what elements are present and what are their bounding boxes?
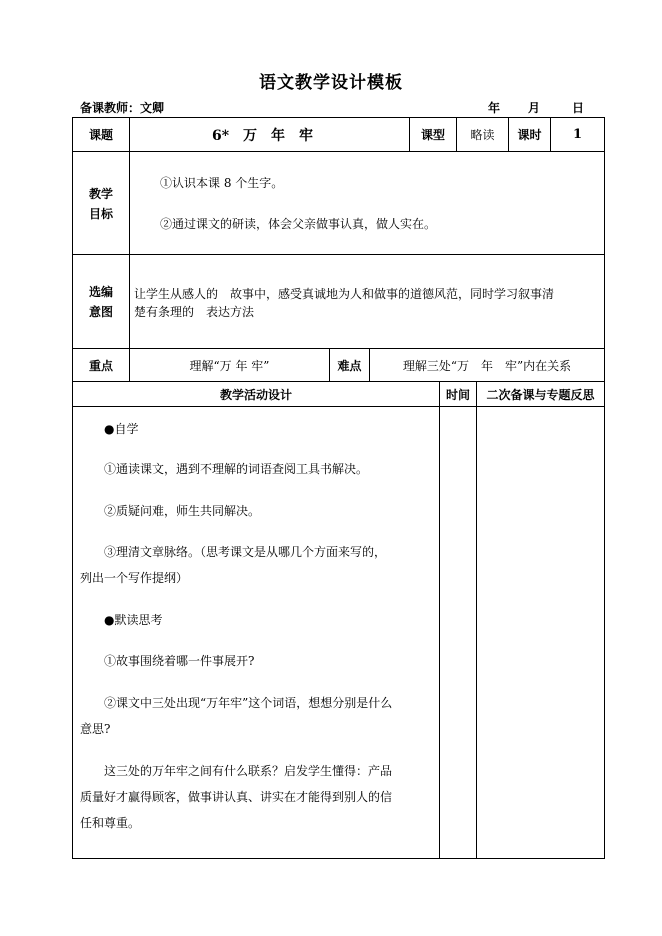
activity-line: ①故事围绕着哪一件事展开? <box>104 654 255 668</box>
activity-line: ②质疑问难，师生共同解决。 <box>104 504 261 518</box>
activity-line: 质量好才赢得顾客，做事讲认真、讲实在才能得到别人的信 <box>80 790 393 804</box>
intent-label <box>73 282 129 322</box>
date-day: 日 <box>572 101 585 115</box>
date-month: 月 <box>528 101 541 115</box>
course-title: 6* 万 年 牢 <box>212 127 314 144</box>
grid-line <box>72 254 605 255</box>
intent-label-line: 选编 <box>88 285 113 299</box>
activity-line: 意思? <box>80 722 111 736</box>
course-label: 课题 <box>88 128 113 142</box>
activity-line: ●默读思考 <box>104 613 163 627</box>
grid-line <box>476 381 477 859</box>
activity-line: ②课文中三处出现“万年牢”这个词语，想想分别是什么 <box>104 696 393 710</box>
grid-line <box>72 151 605 152</box>
activity-line: 这三处的万年牢之间有什么联系？启发学生懂得：产品 <box>104 764 393 778</box>
lesson-type-value: 略读 <box>470 128 495 142</box>
grid-line <box>604 117 605 859</box>
activity-design-header: 教学活动设计 <box>219 387 292 402</box>
class-hours-label: 课时 <box>517 128 542 142</box>
intent-label-line: 意图 <box>88 305 113 319</box>
goals-label-line: 目标 <box>88 207 113 221</box>
intent-text-line: 让学生从感人的 故事中，感受真诚地为人和做事的道德风范，同时学习叙事清 <box>134 287 555 301</box>
intent-text-line: 楚有条理的 表达方法 <box>134 305 255 319</box>
grid-line <box>72 406 605 407</box>
key-point-label: 重点 <box>88 358 113 373</box>
difficulty-value: 理解三处“万 年 牢”内在关系 <box>402 358 572 373</box>
class-hours-value: 1 <box>572 127 583 142</box>
activity-line: ●自学 <box>104 422 139 436</box>
activity-line: 列出一个写作提纲） <box>80 571 189 585</box>
grid-line <box>72 117 73 859</box>
activity-line: 任和尊重。 <box>80 816 141 830</box>
goal-item: ②通过课文的研读，体会父亲做事认真，做人实在。 <box>160 217 437 231</box>
activity-line: ①通读课文，遇到不理解的词语查阅工具书解决。 <box>104 462 369 476</box>
teacher-name: 备课教师：文卿 <box>80 101 165 115</box>
goal-item: ①认识本课 8 个生字。 <box>160 176 284 190</box>
lesson-type-label: 课型 <box>420 128 445 142</box>
document-title: 语文教学设计模板 <box>259 73 403 93</box>
grid-line <box>72 858 605 859</box>
time-header: 时间 <box>445 387 470 402</box>
reflection-header: 二次备课与专题反思 <box>486 387 595 402</box>
goals-label-line: 教学 <box>88 187 113 201</box>
grid-line <box>129 117 130 381</box>
goals-label <box>73 184 129 224</box>
difficulty-label: 难点 <box>337 358 362 373</box>
date-year: 年 <box>488 101 501 115</box>
activity-line: ③理清文章脉络。（思考课文是从哪几个方面来写的， <box>104 545 387 559</box>
key-point-value: 理解“万 年 牢” <box>189 358 270 373</box>
